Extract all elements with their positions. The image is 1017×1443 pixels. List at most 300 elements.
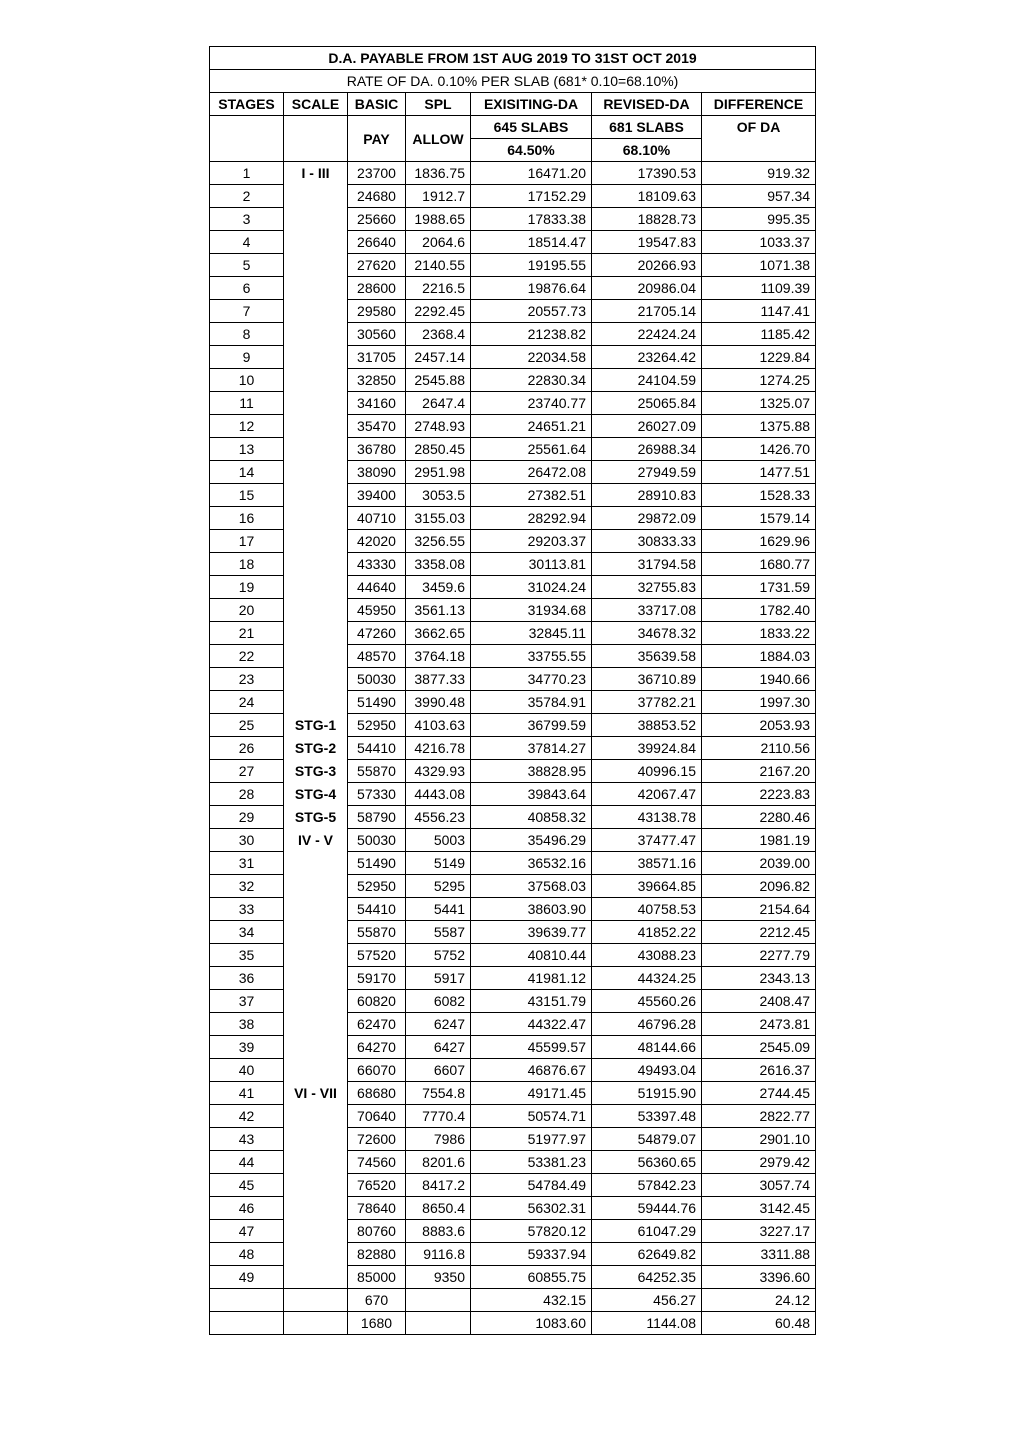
cell-stage: 9: [210, 346, 284, 369]
cell-existing-da: 37814.27: [471, 737, 592, 760]
cell-spl-allow: 7986: [406, 1128, 471, 1151]
cell-difference: 2280.46: [702, 806, 816, 829]
table-row: [210, 1082, 816, 1105]
cell-revised-da: 61047.29: [592, 1220, 702, 1243]
cell-spl-allow: 4103.63: [406, 714, 471, 737]
cell-basic-pay: 47260: [348, 622, 406, 645]
cell-difference: 1325.07: [702, 392, 816, 415]
table-subtitle: RATE OF DA. 0.10% PER SLAB (681* 0.10=68.10%): [210, 70, 816, 93]
table-row: [210, 806, 816, 829]
cell-existing-da: 23740.77: [471, 392, 592, 415]
cell-existing-da: 17152.29: [471, 185, 592, 208]
cell-spl-allow: 2850.45: [406, 438, 471, 461]
cell-basic-pay: 57520: [348, 944, 406, 967]
cell-difference: 2096.82: [702, 875, 816, 898]
cell-existing-da: 46876.67: [471, 1059, 592, 1082]
cell-existing-da: 44322.47: [471, 1013, 592, 1036]
cell-basic-pay: 28600: [348, 277, 406, 300]
cell-existing-da: 41981.12: [471, 967, 592, 990]
cell-existing-da: 36799.59: [471, 714, 592, 737]
cell-stage: 2: [210, 185, 284, 208]
cell-scale: [284, 1105, 348, 1128]
cell-scale: [284, 392, 348, 415]
cell-existing-da: 35496.29: [471, 829, 592, 852]
cell-existing-da: 432.15: [471, 1289, 592, 1312]
cell-basic-pay: 55870: [348, 760, 406, 783]
cell-revised-da: 38853.52: [592, 714, 702, 737]
cell-basic-pay: 35470: [348, 415, 406, 438]
cell-scale: STG-5: [284, 806, 348, 829]
cell-scale: [284, 1289, 348, 1312]
cell-revised-da: 18828.73: [592, 208, 702, 231]
header-of-da: OF DA: [702, 116, 816, 139]
cell-stage: 11: [210, 392, 284, 415]
cell-scale: [284, 1036, 348, 1059]
cell-revised-da: 62649.82: [592, 1243, 702, 1266]
cell-revised-da: 39924.84: [592, 737, 702, 760]
cell-revised-da: 20986.04: [592, 277, 702, 300]
cell-stage: 16: [210, 507, 284, 530]
cell-revised-da: 33717.08: [592, 599, 702, 622]
cell-scale: [284, 1243, 348, 1266]
cell-existing-da: 56302.31: [471, 1197, 592, 1220]
cell-basic-pay: 34160: [348, 392, 406, 415]
cell-stage: 41: [210, 1082, 284, 1105]
cell-difference: 3396.60: [702, 1266, 816, 1289]
table-row: [210, 1128, 816, 1151]
header-revised-slabs: 681 SLABS: [592, 116, 702, 139]
cell-basic-pay: 42020: [348, 530, 406, 553]
cell-revised-da: 64252.35: [592, 1266, 702, 1289]
cell-scale: [284, 185, 348, 208]
cell-existing-da: 1083.60: [471, 1312, 592, 1335]
cell-basic-pay: 76520: [348, 1174, 406, 1197]
cell-revised-da: 37782.21: [592, 691, 702, 714]
cell-scale: [284, 691, 348, 714]
cell-basic-pay: 32850: [348, 369, 406, 392]
cell-stage: 47: [210, 1220, 284, 1243]
table-title: D.A. PAYABLE FROM 1ST AUG 2019 TO 31ST OCT 2019: [210, 47, 816, 70]
header-revised-da: REVISED-DA: [592, 93, 702, 116]
cell-spl-allow: 8201.6: [406, 1151, 471, 1174]
cell-spl-allow: 4556.23: [406, 806, 471, 829]
cell-revised-da: 30833.33: [592, 530, 702, 553]
cell-revised-da: 25065.84: [592, 392, 702, 415]
cell-difference: 1940.66: [702, 668, 816, 691]
cell-spl-allow: [406, 1289, 471, 1312]
cell-difference: 1833.22: [702, 622, 816, 645]
cell-revised-da: 456.27: [592, 1289, 702, 1312]
cell-basic-pay: 68680: [348, 1082, 406, 1105]
cell-scale: [284, 898, 348, 921]
cell-revised-da: 18109.63: [592, 185, 702, 208]
header-existing-da: EXISITING-DA: [471, 93, 592, 116]
cell-spl-allow: 1988.65: [406, 208, 471, 231]
cell-difference: 1731.59: [702, 576, 816, 599]
cell-spl-allow: 2647.4: [406, 392, 471, 415]
cell-spl-allow: 5441: [406, 898, 471, 921]
cell-existing-da: 22830.34: [471, 369, 592, 392]
cell-revised-da: 29872.09: [592, 507, 702, 530]
cell-existing-da: 40858.32: [471, 806, 592, 829]
cell-existing-da: 30113.81: [471, 553, 592, 576]
cell-difference: 1185.42: [702, 323, 816, 346]
cell-revised-da: 49493.04: [592, 1059, 702, 1082]
cell-basic-pay: 670: [348, 1289, 406, 1312]
cell-spl-allow: 2292.45: [406, 300, 471, 323]
cell-basic-pay: 26640: [348, 231, 406, 254]
header-scale: SCALE: [284, 93, 348, 116]
cell-spl-allow: 5587: [406, 921, 471, 944]
cell-scale: [284, 1220, 348, 1243]
header-existing-slabs: 645 SLABS: [471, 116, 592, 139]
table-row: [210, 967, 816, 990]
cell-spl-allow: 2748.93: [406, 415, 471, 438]
cell-stage: 32: [210, 875, 284, 898]
cell-basic-pay: 60820: [348, 990, 406, 1013]
cell-spl-allow: 5752: [406, 944, 471, 967]
table-row: [210, 760, 816, 783]
table-row: [210, 691, 816, 714]
table-row: [210, 829, 816, 852]
cell-scale: [284, 461, 348, 484]
cell-spl-allow: 3561.13: [406, 599, 471, 622]
cell-revised-da: 1144.08: [592, 1312, 702, 1335]
cell-revised-da: 56360.65: [592, 1151, 702, 1174]
header-spl: SPL: [406, 93, 471, 116]
table-row: [210, 599, 816, 622]
table-row: [210, 530, 816, 553]
cell-difference: 2616.37: [702, 1059, 816, 1082]
cell-difference: 2408.47: [702, 990, 816, 1013]
cell-basic-pay: 57330: [348, 783, 406, 806]
cell-scale: [284, 507, 348, 530]
table-row: [210, 507, 816, 530]
cell-stage: 18: [210, 553, 284, 576]
cell-difference: 1629.96: [702, 530, 816, 553]
cell-difference: 2154.64: [702, 898, 816, 921]
cell-basic-pay: 43330: [348, 553, 406, 576]
cell-stage: 26: [210, 737, 284, 760]
cell-revised-da: 31794.58: [592, 553, 702, 576]
cell-difference: 1981.19: [702, 829, 816, 852]
cell-stage: 38: [210, 1013, 284, 1036]
table-row: [210, 898, 816, 921]
cell-spl-allow: 3256.55: [406, 530, 471, 553]
cell-scale: [284, 967, 348, 990]
cell-scale: [284, 415, 348, 438]
cell-existing-da: 29203.37: [471, 530, 592, 553]
table-row: [210, 783, 816, 806]
cell-revised-da: 41852.22: [592, 921, 702, 944]
cell-spl-allow: 8417.2: [406, 1174, 471, 1197]
cell-basic-pay: 80760: [348, 1220, 406, 1243]
cell-difference: 1884.03: [702, 645, 816, 668]
cell-basic-pay: 54410: [348, 737, 406, 760]
cell-stage: 40: [210, 1059, 284, 1082]
cell-basic-pay: 85000: [348, 1266, 406, 1289]
cell-difference: 2822.77: [702, 1105, 816, 1128]
cell-existing-da: 54784.49: [471, 1174, 592, 1197]
cell-existing-da: 31024.24: [471, 576, 592, 599]
cell-stage: 37: [210, 990, 284, 1013]
table-row: [210, 1266, 816, 1289]
table-row: [210, 438, 816, 461]
cell-spl-allow: 5149: [406, 852, 471, 875]
cell-spl-allow: 3053.5: [406, 484, 471, 507]
cell-scale: [284, 1174, 348, 1197]
header-revised-pct: 68.10%: [592, 139, 702, 162]
cell-existing-da: 38603.90: [471, 898, 592, 921]
cell-existing-da: 27382.51: [471, 484, 592, 507]
table-row: [210, 277, 816, 300]
cell-stage: 29: [210, 806, 284, 829]
cell-basic-pay: 31705: [348, 346, 406, 369]
cell-revised-da: 22424.24: [592, 323, 702, 346]
cell-existing-da: 17833.38: [471, 208, 592, 231]
table-row: [210, 921, 816, 944]
cell-stage: 39: [210, 1036, 284, 1059]
cell-spl-allow: 4216.78: [406, 737, 471, 760]
cell-difference: 1229.84: [702, 346, 816, 369]
cell-stage: 25: [210, 714, 284, 737]
cell-stage: 34: [210, 921, 284, 944]
cell-difference: 1147.41: [702, 300, 816, 323]
table-row: [210, 1243, 816, 1266]
cell-revised-da: 37477.47: [592, 829, 702, 852]
cell-scale: [284, 553, 348, 576]
header-difference: DIFFERENCE: [702, 93, 816, 116]
cell-stage: 45: [210, 1174, 284, 1197]
cell-revised-da: 26027.09: [592, 415, 702, 438]
cell-revised-da: 26988.34: [592, 438, 702, 461]
cell-spl-allow: 2064.6: [406, 231, 471, 254]
cell-existing-da: 49171.45: [471, 1082, 592, 1105]
cell-existing-da: 19876.64: [471, 277, 592, 300]
cell-difference: 1426.70: [702, 438, 816, 461]
cell-existing-da: 20557.73: [471, 300, 592, 323]
cell-difference: 2110.56: [702, 737, 816, 760]
cell-revised-da: 36710.89: [592, 668, 702, 691]
table-row: [210, 254, 816, 277]
cell-spl-allow: 6247: [406, 1013, 471, 1036]
cell-existing-da: 34770.23: [471, 668, 592, 691]
cell-revised-da: 44324.25: [592, 967, 702, 990]
cell-stage: [210, 1289, 284, 1312]
cell-revised-da: 32755.83: [592, 576, 702, 599]
cell-scale: [284, 323, 348, 346]
cell-revised-da: 23264.42: [592, 346, 702, 369]
table-row: [210, 622, 816, 645]
cell-existing-da: 19195.55: [471, 254, 592, 277]
cell-scale: [284, 277, 348, 300]
cell-basic-pay: 39400: [348, 484, 406, 507]
cell-stage: 35: [210, 944, 284, 967]
cell-spl-allow: 6082: [406, 990, 471, 1013]
cell-stage: 3: [210, 208, 284, 231]
cell-difference: 1109.39: [702, 277, 816, 300]
cell-scale: STG-3: [284, 760, 348, 783]
table-row: [210, 346, 816, 369]
cell-spl-allow: 3990.48: [406, 691, 471, 714]
cell-basic-pay: 58790: [348, 806, 406, 829]
cell-spl-allow: 5917: [406, 967, 471, 990]
table-row: [210, 852, 816, 875]
cell-basic-pay: 40710: [348, 507, 406, 530]
header-difference-blank: [702, 139, 816, 162]
header-pay: PAY: [348, 116, 406, 162]
cell-stage: 36: [210, 967, 284, 990]
cell-existing-da: 16471.20: [471, 162, 592, 185]
cell-stage: 23: [210, 668, 284, 691]
cell-basic-pay: 44640: [348, 576, 406, 599]
cell-basic-pay: 72600: [348, 1128, 406, 1151]
cell-scale: [284, 208, 348, 231]
cell-existing-da: 40810.44: [471, 944, 592, 967]
cell-scale: [284, 1197, 348, 1220]
cell-basic-pay: 36780: [348, 438, 406, 461]
cell-scale: [284, 1312, 348, 1335]
cell-existing-da: 31934.68: [471, 599, 592, 622]
cell-scale: STG-1: [284, 714, 348, 737]
table-row: [210, 1174, 816, 1197]
cell-spl-allow: 5003: [406, 829, 471, 852]
cell-basic-pay: 59170: [348, 967, 406, 990]
cell-stage: 15: [210, 484, 284, 507]
cell-existing-da: 45599.57: [471, 1036, 592, 1059]
table-row: [210, 369, 816, 392]
cell-scale: [284, 668, 348, 691]
cell-stage: 24: [210, 691, 284, 714]
cell-scale: [284, 944, 348, 967]
cell-difference: 1033.37: [702, 231, 816, 254]
cell-basic-pay: 51490: [348, 852, 406, 875]
cell-spl-allow: 4329.93: [406, 760, 471, 783]
cell-scale: [284, 875, 348, 898]
cell-difference: 1782.40: [702, 599, 816, 622]
cell-spl-allow: 2457.14: [406, 346, 471, 369]
cell-basic-pay: 24680: [348, 185, 406, 208]
header-basic: BASIC: [348, 93, 406, 116]
cell-existing-da: 37568.03: [471, 875, 592, 898]
cell-stage: 1: [210, 162, 284, 185]
cell-spl-allow: 3459.6: [406, 576, 471, 599]
cell-difference: 3142.45: [702, 1197, 816, 1220]
cell-basic-pay: 54410: [348, 898, 406, 921]
cell-spl-allow: 1836.75: [406, 162, 471, 185]
cell-basic-pay: 55870: [348, 921, 406, 944]
cell-basic-pay: 52950: [348, 875, 406, 898]
cell-scale: I - III: [284, 162, 348, 185]
table-row: [210, 1059, 816, 1082]
cell-existing-da: 53381.23: [471, 1151, 592, 1174]
cell-scale: IV - V: [284, 829, 348, 852]
cell-scale: [284, 852, 348, 875]
cell-revised-da: 24104.59: [592, 369, 702, 392]
table-row: [210, 668, 816, 691]
cell-spl-allow: 1912.7: [406, 185, 471, 208]
cell-scale: STG-2: [284, 737, 348, 760]
cell-spl-allow: [406, 1312, 471, 1335]
cell-basic-pay: 50030: [348, 829, 406, 852]
cell-existing-da: 26472.08: [471, 461, 592, 484]
cell-stage: 12: [210, 415, 284, 438]
cell-scale: [284, 231, 348, 254]
cell-basic-pay: 38090: [348, 461, 406, 484]
cell-revised-da: 38571.16: [592, 852, 702, 875]
cell-difference: 1680.77: [702, 553, 816, 576]
cell-scale: [284, 1059, 348, 1082]
cell-difference: 919.32: [702, 162, 816, 185]
cell-scale: [284, 1013, 348, 1036]
cell-spl-allow: 2368.4: [406, 323, 471, 346]
header-allow: ALLOW: [406, 116, 471, 162]
cell-revised-da: 34678.32: [592, 622, 702, 645]
cell-basic-pay: 1680: [348, 1312, 406, 1335]
table-row: [210, 300, 816, 323]
cell-revised-da: 48144.66: [592, 1036, 702, 1059]
cell-basic-pay: 25660: [348, 208, 406, 231]
cell-existing-da: 43151.79: [471, 990, 592, 1013]
cell-spl-allow: 4443.08: [406, 783, 471, 806]
table-row: [210, 415, 816, 438]
cell-scale: [284, 530, 348, 553]
cell-stage: 49: [210, 1266, 284, 1289]
cell-revised-da: 19547.83: [592, 231, 702, 254]
cell-spl-allow: 6607: [406, 1059, 471, 1082]
table-row: [210, 484, 816, 507]
cell-revised-da: 59444.76: [592, 1197, 702, 1220]
cell-stage: 28: [210, 783, 284, 806]
cell-spl-allow: 3764.18: [406, 645, 471, 668]
cell-difference: 2039.00: [702, 852, 816, 875]
cell-stage: 44: [210, 1151, 284, 1174]
table-row: [210, 185, 816, 208]
table-row: [210, 392, 816, 415]
cell-stage: 27: [210, 760, 284, 783]
cell-difference: 3311.88: [702, 1243, 816, 1266]
cell-revised-da: 35639.58: [592, 645, 702, 668]
cell-difference: 1375.88: [702, 415, 816, 438]
cell-revised-da: 45560.26: [592, 990, 702, 1013]
header-scale-blank: [284, 116, 348, 162]
cell-difference: 1071.38: [702, 254, 816, 277]
table-row: [210, 1197, 816, 1220]
cell-revised-da: 40996.15: [592, 760, 702, 783]
table-row: [210, 323, 816, 346]
cell-existing-da: 36532.16: [471, 852, 592, 875]
cell-scale: [284, 645, 348, 668]
cell-stage: 30: [210, 829, 284, 852]
cell-revised-da: 43138.78: [592, 806, 702, 829]
table-row: [210, 1289, 816, 1312]
cell-spl-allow: 3358.08: [406, 553, 471, 576]
cell-difference: 995.35: [702, 208, 816, 231]
table-row: [210, 875, 816, 898]
cell-revised-da: 17390.53: [592, 162, 702, 185]
cell-basic-pay: 62470: [348, 1013, 406, 1036]
cell-existing-da: 28292.94: [471, 507, 592, 530]
table-row: [210, 714, 816, 737]
cell-spl-allow: 5295: [406, 875, 471, 898]
cell-difference: 2212.45: [702, 921, 816, 944]
cell-scale: [284, 622, 348, 645]
cell-existing-da: 32845.11: [471, 622, 592, 645]
cell-scale: [284, 254, 348, 277]
cell-stage: 22: [210, 645, 284, 668]
cell-basic-pay: 50030: [348, 668, 406, 691]
cell-spl-allow: 7554.8: [406, 1082, 471, 1105]
